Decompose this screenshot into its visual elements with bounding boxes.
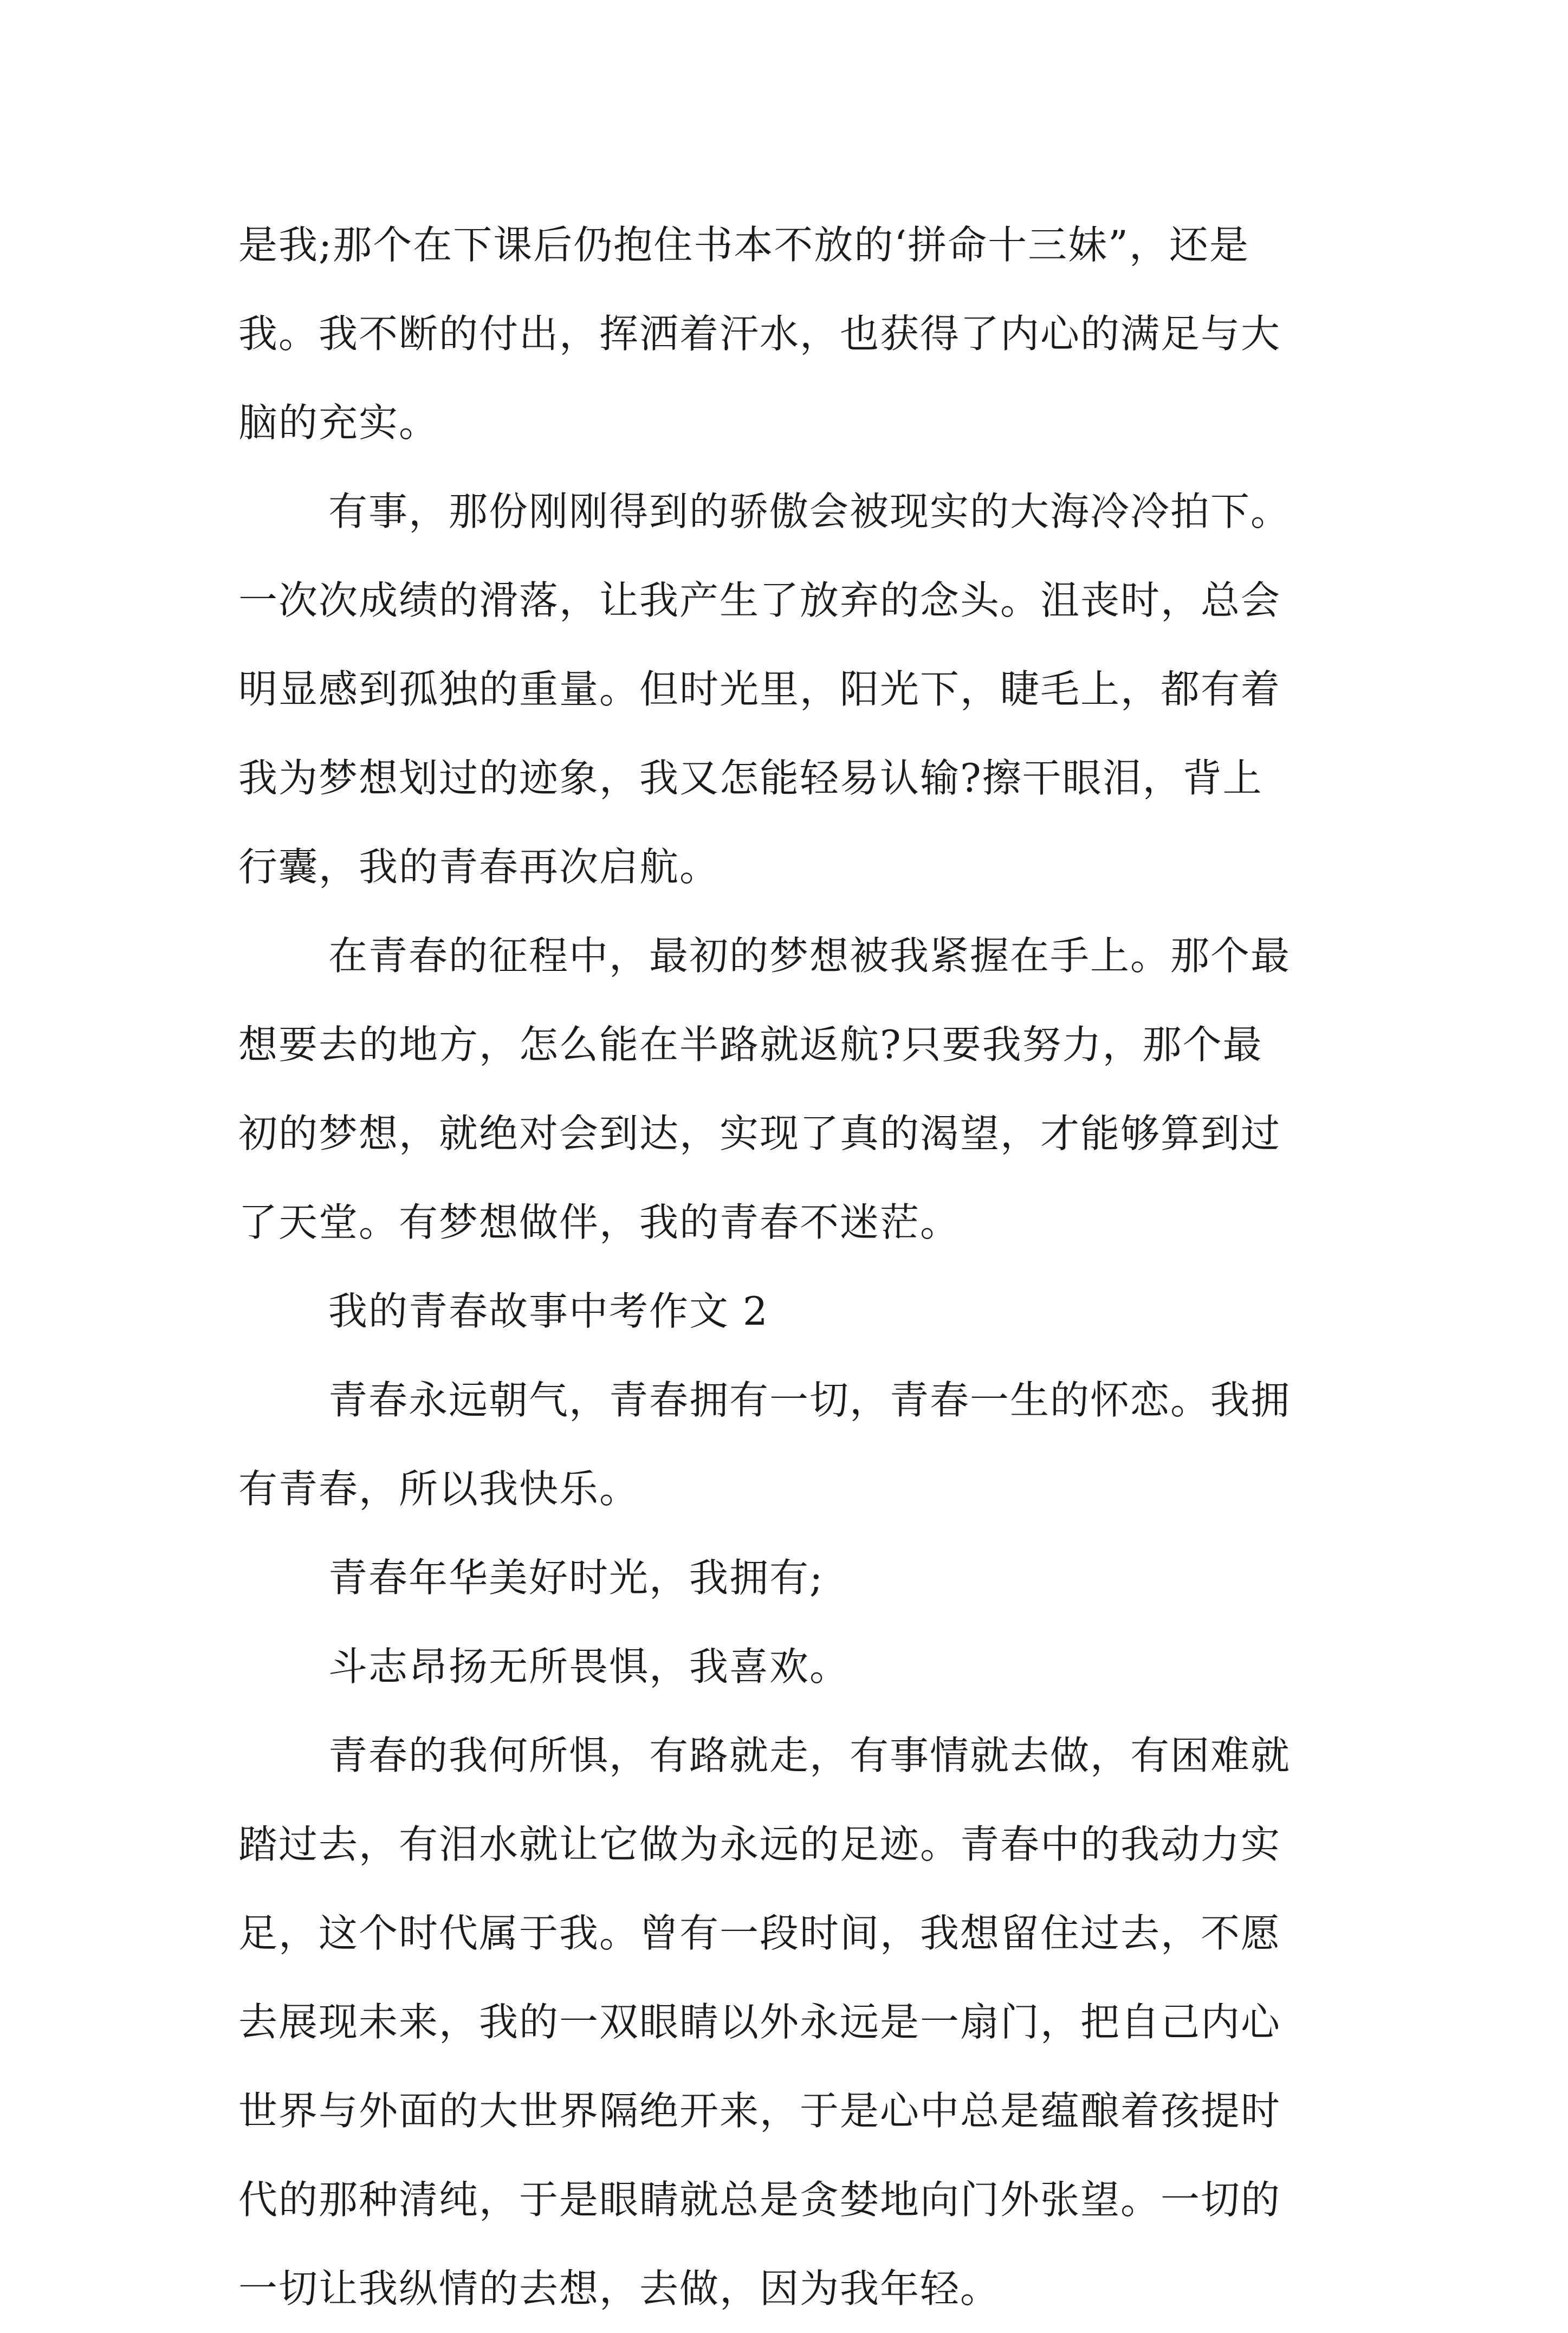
text-line: 一次次成绩的滑落，让我产生了放弃的念头。沮丧时，总会 <box>238 578 1281 623</box>
text-line: 有事，那份刚刚得到的骄傲会被现实的大海冷冷拍下。 <box>328 489 1291 534</box>
text-line: 足，这个时代属于我。曾有一段时间，我想留住过去，不愿 <box>238 1910 1281 1956</box>
text-line: 明显感到孤独的重量。但时光里，阳光下，睫毛上，都有着 <box>238 666 1281 712</box>
text-line: 脑的充实。 <box>238 400 439 445</box>
text-line: 去展现未来，我的一双眼睛以外永远是一扇门，把自己内心 <box>238 1999 1281 2045</box>
text-line: 青春的我何所惧，有路就走，有事情就去做，有困难就 <box>328 1733 1291 1778</box>
document-body <box>238 200 1344 2333</box>
text-line: 在青春的征程中，最初的梦想被我紧握在手上。那个最 <box>328 933 1291 978</box>
text-line: 行囊，我的青春再次启航。 <box>238 844 720 890</box>
text-line: 青春年华美好时光，我拥有; <box>328 1555 824 1600</box>
text-line: 代的那种清纯，于是眼睛就总是贪婪地向门外张望。一切的 <box>238 2177 1281 2222</box>
text-line: 我。我不断的付出，挥洒着汗水，也获得了内心的满足与大 <box>238 311 1281 357</box>
text-line: 了天堂。有梦想做伴，我的青春不迷茫。 <box>238 1200 961 1245</box>
text-line: 世界与外面的大世界隔绝开来，于是心中总是蕴酿着孩提时 <box>238 2088 1281 2134</box>
text-line: 初的梦想，就绝对会到达，实现了真的渴望，才能够算到过 <box>238 1111 1281 1156</box>
text-line: 想要去的地方，怎么能在半路就返航?只要我努力，那个最 <box>238 1022 1263 1067</box>
text-line: 是我;那个在下课后仍抱住书本不放的‘拼命十三妹”，还是 <box>238 222 1249 268</box>
text-line: 青春永远朝气，青春拥有一切，青春一生的怀恋。我拥 <box>328 1377 1291 1423</box>
text-line: 一切让我纵情的去想，去做，因为我年轻。 <box>238 2266 1001 2311</box>
text-line: 有青春，所以我快乐。 <box>238 1466 640 1512</box>
text-line: 我的青春故事中考作文 2 <box>328 1288 769 1334</box>
text-line: 我为梦想划过的迹象，我又怎能轻易认输?擦干眼泪，背上 <box>238 755 1263 801</box>
text-line: 踏过去，有泪水就让它做为永远的足迹。青春中的我动力实 <box>238 1822 1281 1867</box>
text-line: 斗志昂扬无所畏惧，我喜欢。 <box>328 1644 850 1689</box>
